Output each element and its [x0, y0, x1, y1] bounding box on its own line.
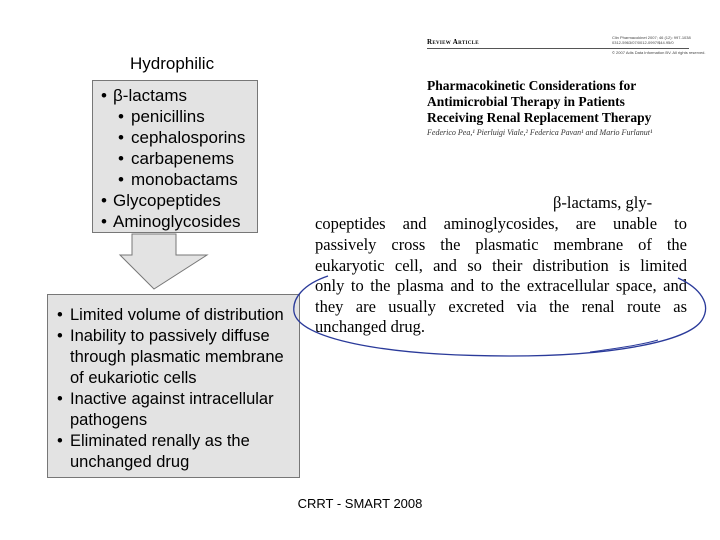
excerpt-line: copeptides and aminoglycosides, are unable to	[315, 214, 687, 233]
highlight-ellipse	[290, 268, 718, 366]
property-item: • Inability to passively diffuse	[54, 326, 299, 347]
property-item-continuation: through plasmatic membrane	[70, 348, 284, 366]
hydrophilic-drug-box	[92, 80, 258, 233]
paper-authors: Federico Pea,¹ Pierluigi Viale,² Federica Pavan¹ and Mario Furlanut¹	[427, 128, 653, 137]
review-article-label: Review Article	[427, 38, 479, 46]
excerpt-line: only to the plasma and to the extracellular space, and	[315, 276, 687, 295]
excerpt-line: they are usually excreted via the renal route as	[315, 297, 687, 316]
paper-title-line: Receiving Renal Replacement Therapy	[427, 110, 652, 125]
drug-subclass-item: • monobactams	[99, 169, 257, 190]
property-item-continuation: unchanged drug	[70, 453, 190, 471]
properties-box	[47, 294, 300, 478]
drug-subclass-item: • carbapenems	[99, 148, 257, 169]
hydrophilic-title: Hydrophilic	[130, 54, 215, 73]
citation-line: © 2007 Adis Data Information BV. All rights reserved.	[612, 50, 706, 55]
drug-class-item: • Glycopeptides	[99, 190, 257, 211]
citation-line: 0312-5963/07/0012-0997/$44.95/0	[612, 40, 674, 45]
property-item-continuation: of eukariotic cells	[70, 369, 197, 387]
paper-title-line: Antimicrobial Therapy in Patients	[427, 94, 625, 109]
drug-class-item: • β-lactams	[99, 85, 257, 106]
drug-subclass-item: • penicillins	[99, 106, 257, 127]
down-arrow-icon	[118, 233, 212, 291]
excerpt-line: β-lactams, gly-	[553, 193, 653, 212]
hydrophilic-drug-list	[93, 81, 257, 232]
drug-class-item: • Aminoglycosides	[99, 211, 257, 232]
drug-subclass-item: • cephalosporins	[99, 127, 257, 148]
slide-footer: CRRT - SMART 2008	[297, 496, 423, 511]
citation-line: Clin Pharmacokinet 2007; 46 (12): 997-1038	[612, 35, 691, 40]
header-rule	[427, 48, 689, 49]
paper-title	[427, 78, 651, 126]
properties-list	[54, 305, 299, 473]
property-item-continuation: pathogens	[70, 411, 148, 429]
property-item: • Limited volume of distribution	[54, 305, 299, 326]
property-item: • Inactive against intracellular	[54, 389, 299, 410]
paper-title-line: Pharmacokinetic Considerations for	[427, 78, 637, 93]
excerpt-line: unchanged drug.	[315, 317, 425, 336]
excerpt-line: eukaryotic cell, and so their distribution is limited	[315, 256, 687, 275]
excerpt-line: passively cross the plasmatic membrane of the	[315, 235, 687, 254]
property-item: • Eliminated renally as the	[54, 431, 299, 452]
